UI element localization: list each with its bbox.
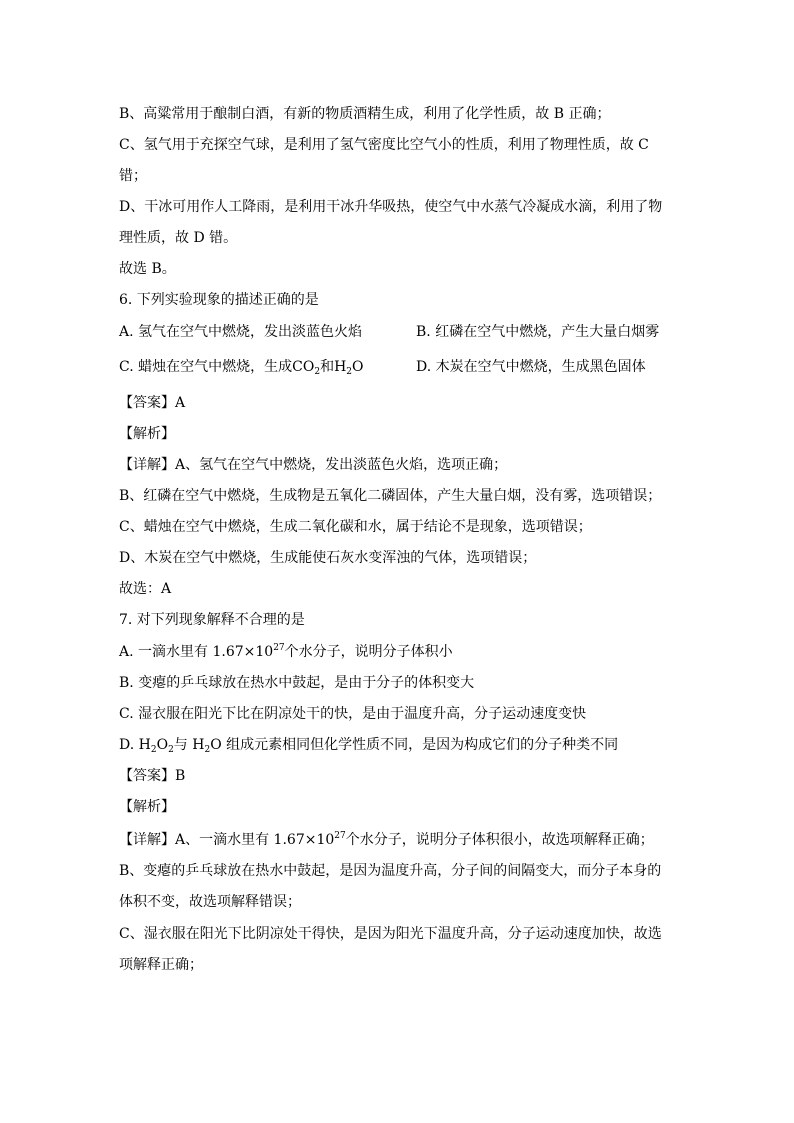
text-line: 错；: [119, 168, 147, 184]
q7-analysis-heading: 【解析】: [119, 799, 175, 815]
q6-analysis-heading: 【解析】: [119, 426, 175, 442]
text-line: 理性质，故 D 错。: [119, 230, 238, 246]
q7-detail-line: 项解释正确；: [119, 957, 203, 973]
q6-option-c: C. 蜡烛在空气中燃烧，生成$CO_2$和$H_2O$: [119, 359, 364, 377]
q7-answer: 【答案】B: [119, 768, 186, 784]
text-line: D、干冰可用作人工降雨，是利用干冰升华吸热，使空气中水蒸气冷凝成水滴，利用了物: [119, 199, 663, 215]
text-line: C、氢气用于充探空气球，是利用了氢气密度比空气小的性质，利用了物理性质，故 C: [119, 137, 649, 153]
q7-detail-line: 体积不变，故选项解释错误；: [119, 894, 301, 910]
q7-option-c: C. 湿衣服在阳光下比在阴凉处干的快，是由于温度升高，分子运动速度变快: [119, 706, 587, 722]
text-line: B、高粱常用于酿制白酒，有新的物质酒精生成，利用了化学性质，故 B 正确；: [119, 106, 611, 122]
q7-option-d: D. $H_2O_2$与 $H_2O$ 组成元素相同但化学性质不同，是因为构成它们的分子种类不同: [119, 737, 619, 755]
q6-option-a: A. 氢气在空气中燃烧，发出淡蓝色火焰: [119, 324, 363, 340]
question-7-stem: 7. 对下列现象解释不合理的是: [119, 612, 305, 628]
q6-detail-line: B、红磷在空气中燃烧，生成物是五氧化二磷固体，产生大量白烟，没有雾，选项错误；: [119, 488, 662, 504]
formula-co2: $CO_2$: [292, 359, 321, 377]
formula-h2o: $H_2O$: [334, 359, 364, 377]
q6-option-b: B. 红磷在空气中燃烧，产生大量白烟雾: [416, 324, 660, 340]
q6-detail-line: D、木炭在空气中燃烧，生成能使石灰水变浑浊的气体，选项错误；: [119, 550, 537, 566]
q7-detail-line: C、湿衣服在阳光下比阴凉处干得快，是因为阳光下温度升高，分子运动速度加快，故选: [119, 926, 662, 942]
question-6-stem: 6. 下列实验现象的描述正确的是: [119, 292, 319, 308]
q6-detail-line: 【详解】A、氢气在空气中燃烧，发出淡蓝色火焰，选项正确；: [119, 457, 508, 473]
q6-detail-line: 故选：A: [119, 581, 172, 597]
q7-detail-line: 【详解】A、一滴水里有 $1.67\times 10^{27}$个水分子，说明分子体积很小，故选项解释正确；: [119, 831, 654, 848]
q6-detail-line: C、蜡烛在空气中燃烧，生成二氧化碳和水，属于结论不是现象，选项错误；: [119, 519, 592, 535]
q7-option-b: B. 变瘪的乒乓球放在热水中鼓起，是由于分子的体积变大: [119, 675, 475, 691]
text-line: 故选 B。: [119, 261, 176, 277]
q7-detail-line: B、变瘪的乒乓球放在热水中鼓起，是因为温度升高，分子间的间隔变大，而分子本身的: [119, 863, 662, 879]
q6-option-c-text: C. 蜡烛在空气中燃烧，生成: [119, 359, 293, 375]
q6-option-d: D. 木炭在空气中燃烧，生成黑色固体: [416, 359, 646, 375]
q7-option-a: A. 一滴水里有 $1.67\times 10^{27}$个水分子，说明分子体积小: [119, 643, 453, 660]
q6-answer: 【答案】A: [119, 395, 186, 411]
